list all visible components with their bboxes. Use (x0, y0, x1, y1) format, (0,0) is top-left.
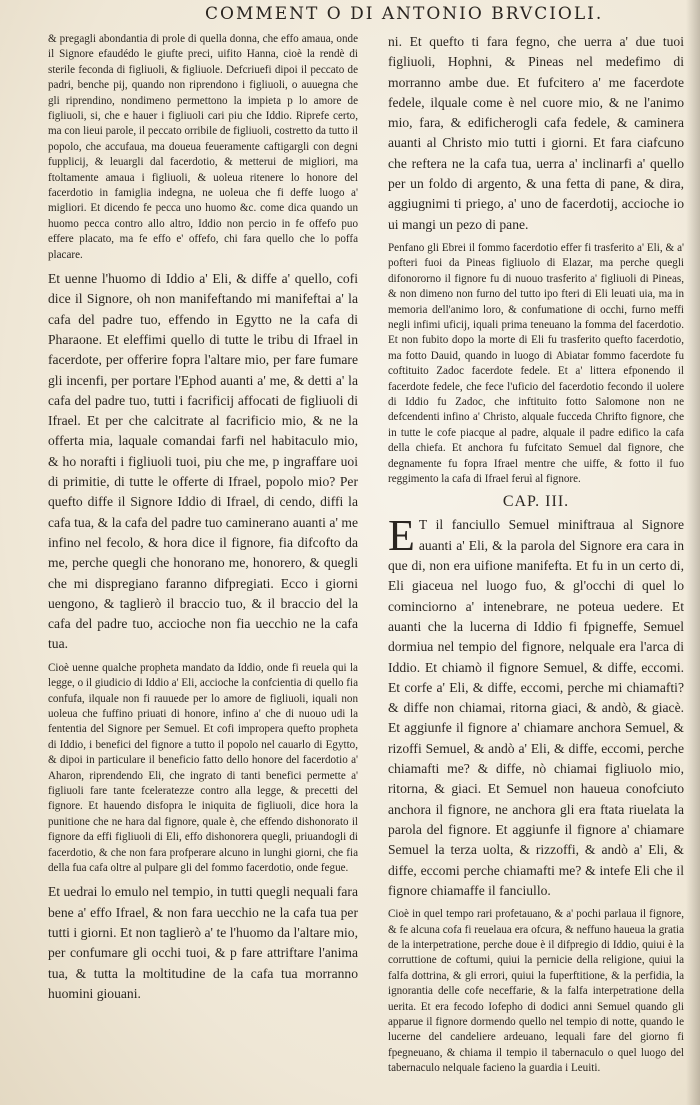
commentary-paragraph: Cioè uenne qualche propheta mandato da Iddio, onde fi reuela qui la legge, o il giudicio di Iddio a' Eli, accioche la confcientia di quello fia confufa, ilquale non fi rauuede per lo amore de figliuoli, iquali non uoleua che fuffino priuati di honore, infino a' che di nuouo udi la fententia del Signore per Semuel. Et cofi impropera quefto propheta di Iddio, i benefici del fignore a tutto il popolo nel cauarlo di Egytto, & dipoi in particulare il beneficio fatto dello honore del facerdotio a' Aharon, riprendendo Eli, che ingrato di tanti benefici permette a' figliuoli fare tante fceleratezze contro alla legge, & precetti del fignore. Et hauendo disfopra le iniquita de figliuoli, dice hora la punitione che ne hara dal fignore, quale è, che effendo dishonorato il fignore da effi figliuoli di Eli, effo dishonorera quegli, priuandogli di facerdotio, & che non fara profperare alcuno in lunghi giorni, che fia della fua cafa oltre al pulpare gli del fommo facerdotio, onde fegue. (48, 661, 358, 875)
page-edge-shadow (686, 0, 700, 1105)
scripture-paragraph (388, 511, 684, 901)
commentary-paragraph: & pregagli abondantia di prole di quella donna, che effo amaua, onde il Signore efaudédo le giufte preci, uifito Hanna, cioè la rendè di sterile feconda di figliuoli, & figliuole. Defcriuefi dipoi il peccato de padri, benche pij, quando non riprendono i figliuoli, o auuegna che gli riprendino, nondimeno permettono la impieta p lo amore de figliuoli, si, che e hauer i figliuoli cari piu che Iddio. Riprefe certo, ma con lieui parole, il peccato orribile de figliuoli, costretto da tutto il popolo, che accufaua, ma doueua feueramente caftigargli con degni fupplicij, & leuargli dal facerdotio, & metterui de migliori, ma ftoltamente amaua i figliuoli, & uoleua ritenere lo honore del facerdotio in famiglia indegna, ne uoleua che fi deffe luogo a' migliori. Et dicendo fe pecca uno huomo &c. come dica quando un huomo pecca contro allo altro, Iddio non percio in fe offefo puo effere placato, ma fe effo e' offefo, chi fara quello che lo poffa placare. (48, 33, 358, 261)
scripture-paragraph: Et uenne l'huomo di Iddio a' Eli, & diffe a' quello, cofi dice il Signore, oh non manifeftando mi manifeftai a' la cafa del padre tuo, effendo in Egytto ne la cafa di Pharaone. Et eleffimi quello di tutte le tribu di Ifrael in facerdote, per offerire fopra l'altare mio, per fare fumare gli incenfi, per portare l'Ephod auanti a' me, & detti a' la cafa del padre tuo, tutti i facrificij affocati de figliuoli di Ifrael. Et per che calcitrate al facrificio mio, & ne la offerta mia, laquale comandai farfi nel habitaculo mio, & ho norafti i figliuoli tuoi, piu che me, p ingraffare uoi di primitie, di tutte le offerte di Ifrael, popolo mio? Per quefto diffe il Signore Iddio di Ifrael, di cendo, diffi la cafa tua, & la cafa del padre tuo caminerano auanti a' me infino nel fecolo, & hora dice il fignore, fia difcofto da me, perche quegli che honorano me, honorero, & quegli che mi dispregiano faranno difpregiati. Ecco i giorni uengono, & taglierò il braccio tuo, & il braccio del la cafa del padre tuo, accioche non fia uecchio ne la cafa tua. (48, 271, 358, 652)
drop-cap: E (388, 511, 415, 561)
right-column (388, 32, 684, 1083)
scripture-text: T il fanciullo Semuel miniftraua al Signore auanti a' Eli, & la parola del Signore era cara in que di, non era uifione manifefta. Et fu in un certo di, Eli giaceua nel luogo fuo, & gl'occhi di quel lo cominciorno a' intenebrare, ne poteua uedere. Et auanti che la lucerna di Iddio fi fpigneffe, Semuel dormiua nel tempio del fignore, nelquale era l'arca di Iddio. Et chiamò il fignore Semuel, & diffe, eccomi. Et corfe a' Eli, & diffe, eccomi, perche mi chiamafti? & diffe non chiamai, ritorna giaci, & andò, & giacè. Et aggiunfe il fignore a' chiamare anchora Semuel, & rizoffi Semuel, & andò a' Eli, & diffe, eccomi, perche chiamafti me? & diffe, nò chiamai figliuolo mio, ritorna, & giaci. Et Semuel non haueua conofciuto anchora il fignore, ne anchora gli era ftata riuelata la parola del fignore. Et aggiunfe il fignore a' chiamare Semuel la terza uolta, & rizzoffi, & andò a' Eli, & diffe, eccomi perche chiamafti me? & intefe Eli che il fignore chiamaffe il fanciullo. (388, 517, 684, 898)
commentary-paragraph: Cioè in quel tempo rari profetauano, & a' pochi parlaua il fignore, & fe alcuna cofa fi reuelaua era ofcura, & neffuno haueua la gratia de la interpetratione, perche doue è il difpregio di Iddio, quiui è la corruttione de coftumi, quiui la pernicie della religione, quiui la falfa dottrina, & gli errori, quiui la fuperftitione, & la perfidia, la ignorantia delle cofe neceffarie, & la falfa interpetratione della uerita. Et era fecodo Iofepho di dodici anni Semuel quando gli apparue il fignore dormendo quello nel tempio di notte, quando le lucerne del candeliere ardeuano, lequali fare del giorno fi fpegneuano, & chiama il tempio il tabernaculo o quel luogo del tabernaculo nelquale facieno la guardia i Leuiti. (388, 908, 684, 1075)
chapter-heading: CAP. III. (502, 493, 570, 511)
scripture-paragraph: ni. Et quefto ti fara fegno, che uerra a' due tuoi figliuoli, Hophni, & Pineas nel medefimo di morranno ambe due. Et fufcitero a' me facerdote fedele, ilquale come è nel cuore mio, & ne l'animo mio, fara, & edificherogli cafa fedele, & caminera auanti al Christo mio tutti i giorni. Et fara ciafcuno che reftera ne la cafa tua, uerra a' inclinarfi a' quello per un foldo di argento, & una fetta di pane, & dira, aggiugnimi ti priego, a' uno de facerdotij, accioche io ui mangi un pezo di pane. (388, 34, 684, 232)
left-column (48, 32, 358, 1010)
running-head: COMMENT O DI ANTONIO BRVCIOLI. (205, 4, 604, 24)
commentary-paragraph: Penfano gli Ebrei il fommo facerdotio effer fi trasferito a' Eli, & a' pofteri fuoi da Pineas figliuolo di Elazar, ma perche quegli difonororno il fignore fu di nuouo trasferito a' figliuoli di Pineas, & non dimeno non furno del tutto ipo fteri di Eli leuati uia, ma in memoria dell'animo loro, & confumatione di occhi, furno meffi negli infimi uficij, iquali prima teneuano la fomma del facerdotio. Et non fubito dopo la morte di Eli fu trasferito quefto facerdotio, ma fotto Dauid, quando in luogo di Abiatar fommo facerdote fu coftituito Zadoc facerdote fedele. Et a' littera efponendo il facerdote fedele, che fece l'uficio del facerdotio fecondo il uolere di Iddio fu Zadoc, che inftituito fotto Salomone non ne defcendenti infino a' Christo, alquale fucceda Chrifto fignore, che in tutte le cofe piacque al padre, alquale il padre edifico la cafa della chiefa. Et anchora fu fufcitato Semuel dal fignore, che degnamente fu fopra Ifrael mentre che uiffe, & fotto il fuo reggimento la cafa di Ifrael feruì al fignore. (388, 241, 684, 486)
scripture-paragraph: Et uedrai lo emulo nel tempio, in tutti quegli nequali fara bene a' effo Ifrael, & non fara uecchio ne la cafa tua per tutti i giorni. Et non taglierò a' te l'huomo da l'altare mio, per confumare gli occhi tuoi, & p fare attriftare l'anima tua, & tutta la moltitudine de la cafa tua morranno huomini giouani. (48, 884, 358, 1001)
